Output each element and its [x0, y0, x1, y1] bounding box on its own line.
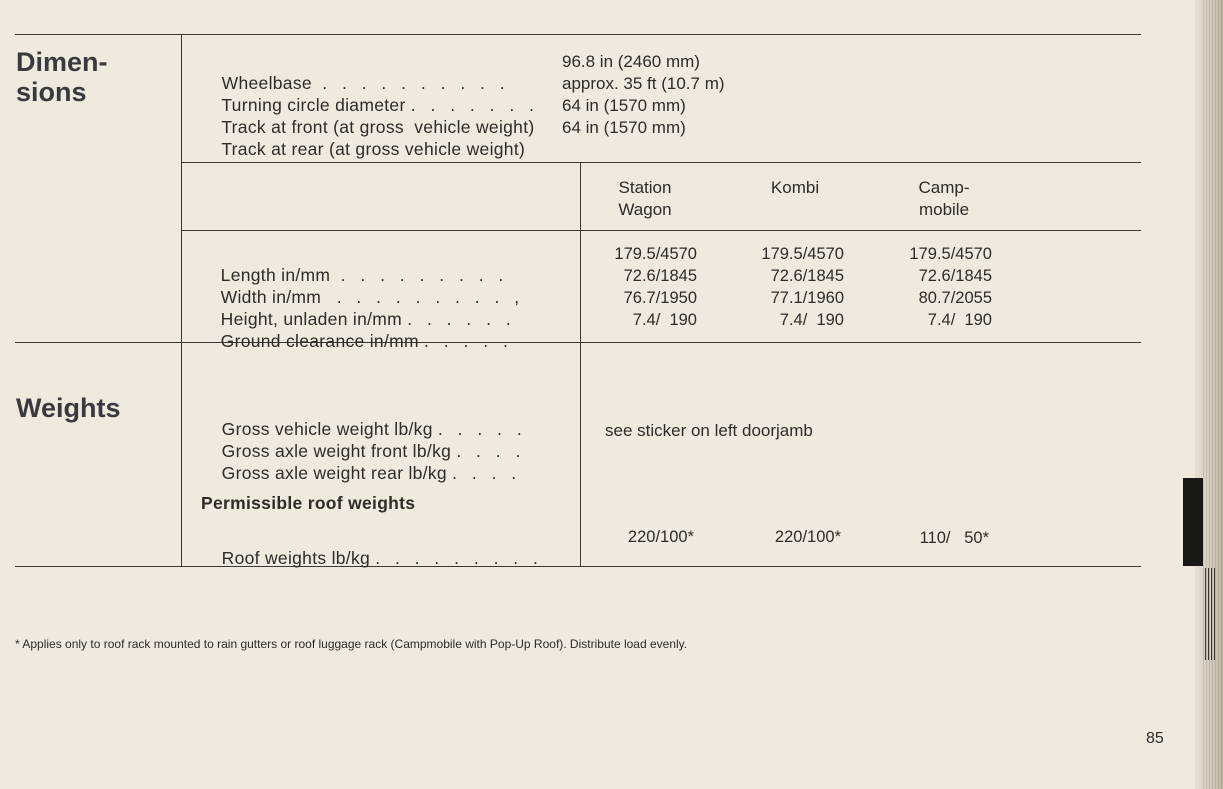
cell-length-kombi: 179.5/4570	[761, 245, 844, 263]
leader-dots: . . . . . . . . .	[340, 265, 509, 285]
leader-dots: . . . .	[452, 463, 522, 483]
cell-width-kombi: 72.6/1845	[770, 267, 844, 285]
cell-width-station-wagon: 72.6/1845	[623, 267, 697, 285]
dimensions-bottom-rule	[15, 342, 1141, 343]
cell-roof-station-wagon: 220/100*	[627, 528, 694, 546]
spec-value-wheelbase: 96.8 in (2460 mm)	[562, 52, 700, 71]
weights-bottom-rule	[15, 566, 1141, 567]
spec-value-track-front: 64 in (1570 mm)	[562, 96, 686, 115]
roof-weights-heading: Permissible roof weights	[201, 493, 416, 513]
footnote: * Applies only to roof rack mounted to rain gutters or roof luggage rack (Campmobile with Pop-Up Roof). Distribute load evenly.	[15, 637, 688, 651]
spec-label: Track at front (at gross vehicle weight)	[221, 117, 535, 137]
spec-label: Track at rear (at gross vehicle weight)	[221, 139, 526, 159]
values-column-divider	[580, 162, 581, 567]
dimensions-title-line1: Dimen-	[16, 47, 108, 77]
cell-roof-kombi: 220/100*	[774, 528, 841, 546]
row-label: Ground clearance in/mm	[220, 331, 419, 351]
leader-dots: . . . . . . . . . .	[322, 73, 510, 93]
cell-clearance-station-wagon: 7.4/ 190	[632, 311, 697, 329]
row-label: Roof weights lb/kg	[221, 548, 371, 568]
cell-height-kombi: 77.1/1960	[770, 289, 844, 307]
leader-dots: . . . . .	[437, 419, 527, 439]
cell-clearance-kombi: 7.4/ 190	[779, 311, 844, 329]
spec-label: Wheelbase	[221, 73, 312, 93]
sticker-note: see sticker on left doorjamb	[605, 421, 813, 440]
row-label: Gross vehicle weight lb/kg	[221, 419, 433, 439]
cell-length-campmobile: 179.5/4570	[909, 245, 992, 263]
leader-dots: . . . . . . . . .	[375, 548, 543, 568]
section-tab-shadow	[1205, 568, 1215, 660]
section-tab-marker	[1183, 478, 1203, 566]
cell-length-station-wagon: 179.5/4570	[614, 245, 697, 263]
spec-row-track-rear	[201, 116, 525, 182]
weights-title: Weights	[16, 393, 121, 423]
row-label: Length in/mm	[220, 265, 331, 285]
row-label: Gross axle weight front lb/kg	[221, 441, 452, 461]
leader-dots: . . . .	[456, 441, 526, 461]
spec-value-turning-circle: approx. 35 ft (10.7 m)	[562, 74, 725, 93]
dim-row-ground-clearance	[200, 308, 516, 374]
dimensions-title-line2: sions	[16, 77, 87, 107]
cell-width-campmobile: 72.6/1845	[918, 267, 992, 285]
roof-weights-row	[201, 525, 543, 591]
cell-height-station-wagon: 76.7/1950	[623, 289, 697, 307]
column-header-rule	[181, 230, 1141, 231]
column-header-station-wagon: Station Wagon	[618, 178, 672, 219]
spec-label: Turning circle diameter	[221, 95, 406, 115]
row-label: Gross axle weight rear lb/kg	[221, 463, 447, 483]
leader-dots: . . . . . . .	[410, 95, 539, 115]
column-header-kombi: Kombi	[770, 178, 820, 197]
cell-height-campmobile: 80.7/2055	[918, 289, 992, 307]
column-header-campmobile: Camp- mobile	[918, 178, 970, 219]
leader-dots: . . . . .	[424, 331, 513, 351]
cell-roof-campmobile: 110/ 50*	[919, 529, 989, 547]
leader-dots: . . . . . .	[407, 309, 516, 329]
spec-value-track-rear: 64 in (1570 mm)	[562, 118, 686, 137]
left-column-divider	[181, 34, 182, 567]
page-number: 85	[1146, 730, 1164, 747]
cell-clearance-campmobile: 7.4/ 190	[927, 311, 992, 329]
top-rule	[15, 34, 1141, 35]
row-label: Width in/mm	[220, 287, 322, 307]
row-label: Height, unladen in/mm	[220, 309, 403, 329]
leader-dots: . . . . . . . . . ,	[336, 287, 525, 307]
dimensions-title	[16, 47, 108, 107]
page-edge-lines	[1203, 0, 1223, 789]
